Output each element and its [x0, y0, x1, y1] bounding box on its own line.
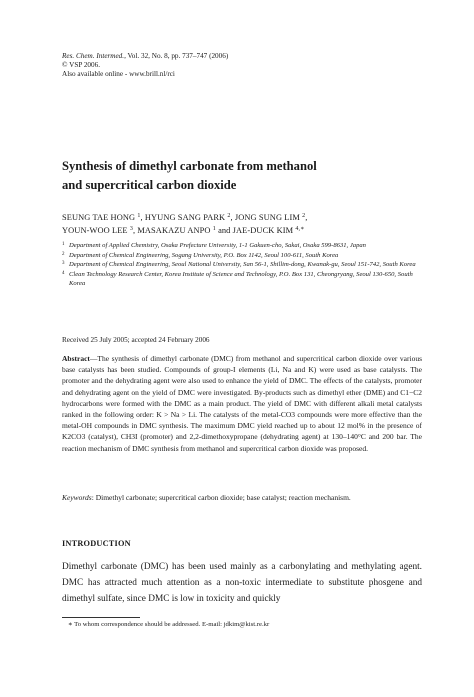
journal-copyright: © VSP 2006.: [62, 61, 101, 70]
author-name: MASAKAZU ANPO: [137, 225, 211, 235]
journal-ref: Res. Chem. Intermed.: [62, 52, 125, 60]
author-and: and: [218, 225, 231, 235]
affiliation: [62, 251, 424, 260]
affiliation-number: 1: [62, 242, 65, 247]
author-affil-mark: 2: [302, 213, 306, 219]
affiliation-number: 4: [62, 271, 65, 277]
affiliation-text: Department of Chemical Engineering, Sogang University, P.O. Box 1142, Seoul 100-611, South Korea: [69, 251, 339, 259]
author-name: YOUN-WOO LEE: [62, 225, 128, 235]
author-name: JONG SUNG LIM: [234, 213, 300, 222]
title-line-1: Synthesis of dimethyl carbonate from methanol: [62, 159, 317, 173]
affiliation-number: 2: [62, 251, 65, 257]
introduction-heading: INTRODUCTION: [62, 539, 131, 548]
author-name: HYUNG SANG PARK: [144, 213, 226, 222]
author-affil-mark: 3: [129, 225, 133, 232]
journal-details: , Vol. 32, No. 8, pp. 737–747 (2006): [124, 52, 229, 60]
abstract-text: —The synthesis of dimethyl carbonate (DMC) from methanol and supercritical carbon dioxide over various base catalysts has been studied. Compounds of group-I elements (Li, Na and K) were used as base catalysts. The promoter and the dehydrating agent were also used to enhance the yield of DMC. The effects of the catalysts, promoter and dehydrating agent on the yield of DMC were investigated. By-products such as dimethyl ether (DME) and C1−C2 hydrocarbons were formed with the DMC as a main product. The yield of DMC with different alkali metal catalysts ranked in the following order: K > Na > Li. The catalysts of the metal-CO3 compounds were more effective than the metal-OH compounds in DMC synthesis. The maximum DMC yield reached up to about 12 mol% in the presence of K2CO3 (catalyst), CH3I (promoter) and 2,2-dimethoxypropane (dehydrating agent) at 130–140°C and 200 bar. The reaction mechanism of DMC synthesis from methanol and supercritical carbon dioxide was proposed.: [62, 354, 422, 453]
journal-citation: [62, 52, 422, 61]
author-name: JAE-DUCK KIM: [232, 225, 294, 235]
introduction-text: Dimethyl carbonate (DMC) has been used mainly as a carbonylating and methylating agent. DMC has attracted much attention as a non-toxic intermediate to substitute phosgene and dimethyl sulfate, since DMC is low in toxicity and quickly: [62, 562, 422, 604]
journal-online: Also available online - www.brill.nl/rci: [62, 70, 175, 79]
keywords: [62, 493, 422, 503]
footnote-divider: [62, 617, 140, 618]
abstract-label: Abstract: [62, 354, 90, 363]
author-affil-mark: 2: [227, 213, 231, 219]
affiliation-text: Department of Applied Chemistry, Osaka Prefecture University, 1-1 Gakuen-cho, Sakai, Osaka 599-8631, Japan: [69, 242, 366, 249]
affiliation-list: [62, 241, 424, 289]
author-affil-mark: 4,∗: [295, 225, 305, 232]
affiliation-text: Department of Chemical Engineering, Seoul National University, San 56-1, Shillim-dong, Kwanak-gu, Seoul 151-742, South Korea: [69, 261, 416, 269]
correspondence-footnote: ∗ To whom correspondence should be addressed. E-mail: jdkim@kist.re.kr: [68, 621, 270, 628]
affiliation: [62, 270, 424, 288]
received-dates: Received 25 July 2005; accepted 24 February 2006: [62, 336, 210, 344]
affiliation-number: 3: [62, 261, 65, 267]
journal-header: [62, 52, 422, 80]
affiliation-text: Clean Technology Research Center, Korea Institute of Science and Technology, P.O. Box 131, Cheongryang, Seoul 130-650, South Korea: [69, 271, 413, 288]
author-affil-mark: 1: [137, 213, 141, 219]
keywords-text: : Dimethyl carbonate; supercritical carbon dioxide; base catalyst; reaction mechanism.: [91, 493, 351, 502]
affiliation: [62, 241, 424, 250]
title-line-2: and supercritical carbon dioxide: [62, 178, 237, 192]
paper-title: [62, 157, 422, 195]
affiliation: [62, 260, 424, 269]
author-list: SEUNG TAE HONG $^1$, HYUNG SANG PARK $^2$, JONG SUNG LIM $^2$, YOUN-WOO LEE $^3$, MASAKAZU ANPO $^1$ and JAE-DUCK KIM $^{4,∗}$: [62, 213, 308, 235]
author-name: SEUNG TAE HONG: [62, 213, 136, 222]
keywords-label: Keywords: [62, 493, 92, 502]
author-affil-mark: 1: [212, 225, 216, 232]
abstract: [62, 353, 422, 454]
